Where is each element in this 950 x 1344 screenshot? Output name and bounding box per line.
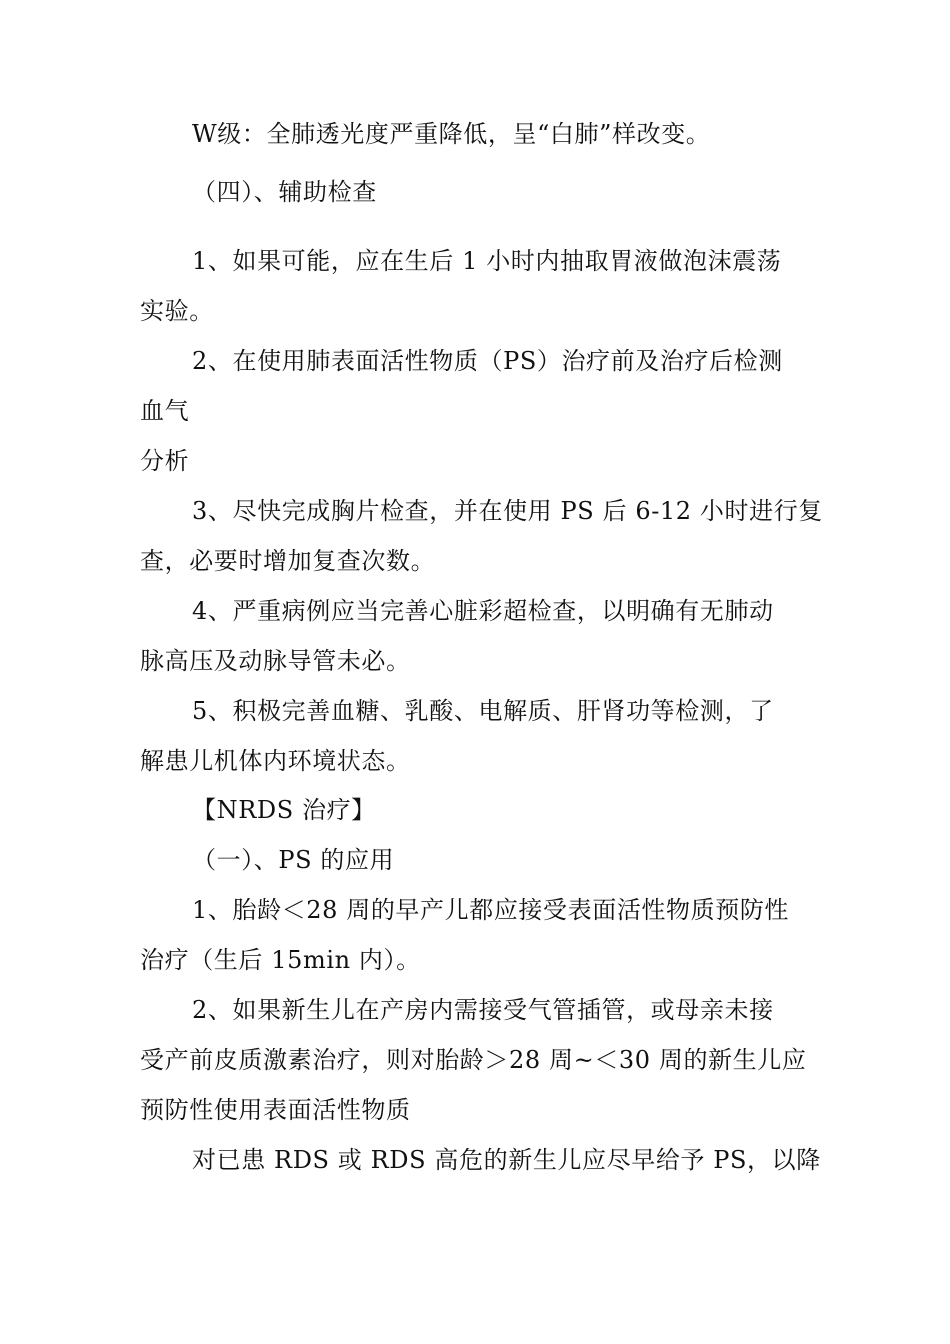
section-heading: 【NRDS 治疗】 (192, 796, 376, 824)
section-heading: （四）、辅助检查 (192, 178, 377, 206)
section-heading: （一）、PS 的应用 (192, 846, 395, 874)
text-line: 对已患 RDS 或 RDS 高危的新生儿应尽早给予 PS，以降 (192, 1146, 821, 1174)
text-line: 1、如果可能，应在生后 1 小时内抽取胃液做泡沫震荡 (192, 247, 782, 275)
text-line: 2、如果新生儿在产房内需接受气管插管，或母亲未接 (192, 996, 774, 1024)
text-line: 3、尽快完成胸片检查，并在使用 PS 后 6-12 小时进行复 (192, 497, 823, 525)
text-line: 预防性使用表面活性物质 (140, 1096, 411, 1124)
text-line: 脉高压及动脉导管未必。 (140, 647, 411, 675)
text-line: 实验。 (140, 297, 214, 325)
text-line: 受产前皮质激素治疗，则对胎龄＞28 周~＜30 周的新生儿应 (140, 1046, 807, 1074)
text-line: 分析 (140, 447, 190, 475)
text-line: W级：全肺透光度严重降低，呈“白肺”样改变。 (192, 120, 711, 148)
text-line: 血气 (140, 397, 190, 425)
text-line: 2、在使用肺表面活性物质（PS）治疗前及治疗后检测 (192, 347, 783, 375)
text-line: 4、严重病例应当完善心脏彩超检查，以明确有无肺动 (192, 597, 774, 625)
text-line: 查，必要时增加复查次数。 (140, 547, 436, 575)
text-line: 5、积极完善血糖、乳酸、电解质、肝肾功等检测，了 (192, 697, 774, 725)
text-line: 治疗（生后 15min 内）。 (140, 946, 421, 974)
text-line: 1、胎龄＜28 周的早产儿都应接受表面活性物质预防性 (192, 896, 790, 924)
text-line: 解患儿机体内环境状态。 (140, 747, 411, 775)
